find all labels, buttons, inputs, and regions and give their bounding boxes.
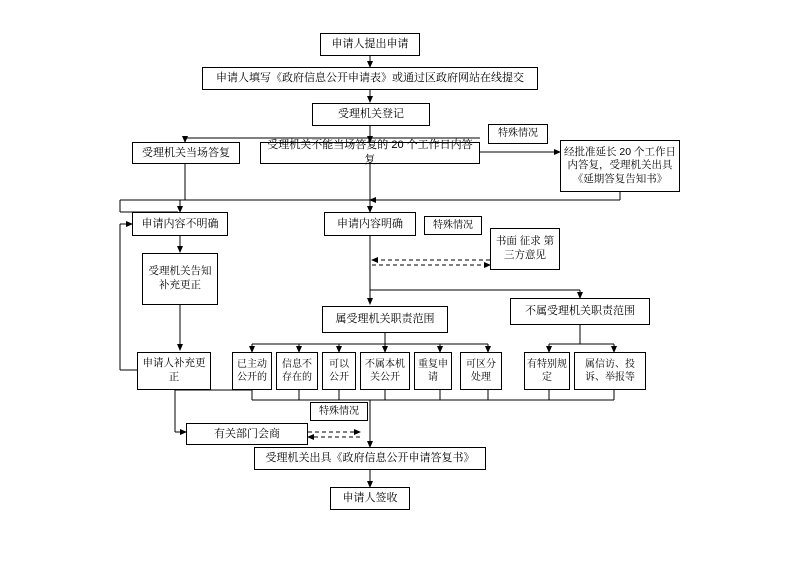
node-fill-form bbox=[202, 67, 538, 90]
node-issue-reply-letter bbox=[254, 447, 486, 470]
node-label: 申请内容明确 bbox=[337, 217, 403, 230]
node-special-case-2 bbox=[424, 216, 482, 235]
node-registration bbox=[312, 103, 430, 126]
node-special-rules bbox=[524, 352, 570, 390]
node-content-clear bbox=[324, 212, 416, 236]
node-label: 有特别规定 bbox=[527, 359, 567, 383]
node-label: 特殊情况 bbox=[433, 219, 473, 231]
node-label: 已主动公开的 bbox=[237, 359, 267, 383]
node-label: 信息不存在的 bbox=[282, 359, 312, 383]
node-label: 经批准延长 20 个工作日内答复，受理机关出具《延期答复告知书》 bbox=[563, 145, 676, 185]
node-department-consultation bbox=[186, 423, 308, 445]
node-label: 受理机关不能当场答复的 20 个工作日内答复 bbox=[267, 139, 473, 166]
node-label: 属信访、投诉、举报等 bbox=[585, 359, 635, 383]
node-within-duty bbox=[322, 306, 448, 333]
node-20day-reply bbox=[260, 139, 480, 166]
node-label: 书面 征求 第三方意见 bbox=[495, 235, 555, 261]
node-info-not-exist bbox=[276, 352, 318, 390]
node-petition-complaint bbox=[574, 352, 646, 390]
node-already-public bbox=[232, 352, 272, 390]
node-extension-reply bbox=[560, 140, 680, 192]
node-label: 申请内容不明确 bbox=[141, 217, 219, 230]
node-special-case-1 bbox=[488, 124, 548, 144]
node-label: 申请人提出申请 bbox=[331, 38, 409, 51]
node-label: 有关部门会商 bbox=[214, 427, 280, 440]
node-label: 特殊情况 bbox=[498, 128, 538, 140]
node-special-case-3 bbox=[310, 402, 368, 421]
node-label: 可区分处理 bbox=[466, 359, 496, 383]
node-label: 不属受理机关职责范围 bbox=[525, 305, 635, 318]
node-applicant-supplement bbox=[137, 352, 211, 390]
node-notify-supplement bbox=[142, 253, 218, 305]
node-label: 不属本机关公开 bbox=[365, 359, 405, 383]
node-content-unclear bbox=[132, 212, 228, 236]
node-label: 受理机关登记 bbox=[338, 108, 404, 121]
node-label: 受理机关出具《政府信息公开申请答复书》 bbox=[265, 452, 475, 465]
node-label: 申请人填写《政府信息公开申请表》或通过区政府网站在线提交 bbox=[216, 72, 524, 85]
node-applicant-submit bbox=[320, 33, 420, 56]
node-label: 受理机关当场答复 bbox=[142, 146, 230, 159]
node-third-party-opinion bbox=[490, 228, 560, 270]
node-can-publish bbox=[322, 352, 356, 390]
node-separable-handling bbox=[460, 352, 502, 390]
node-onsite-reply bbox=[132, 142, 240, 164]
node-label: 特殊情况 bbox=[319, 405, 359, 417]
node-label: 重复申请 bbox=[418, 359, 448, 383]
node-duplicate-request bbox=[414, 352, 452, 390]
node-outside-duty bbox=[510, 298, 650, 325]
node-label: 属受理机关职责范围 bbox=[335, 313, 435, 326]
node-label: 受理机关告知补充更正 bbox=[148, 265, 212, 291]
node-label: 申请人补充更正 bbox=[142, 357, 206, 383]
node-label: 申请人签收 bbox=[342, 492, 398, 505]
node-applicant-receipt bbox=[330, 487, 410, 510]
node-not-this-authority bbox=[360, 352, 410, 390]
node-label: 可以公开 bbox=[329, 359, 349, 383]
